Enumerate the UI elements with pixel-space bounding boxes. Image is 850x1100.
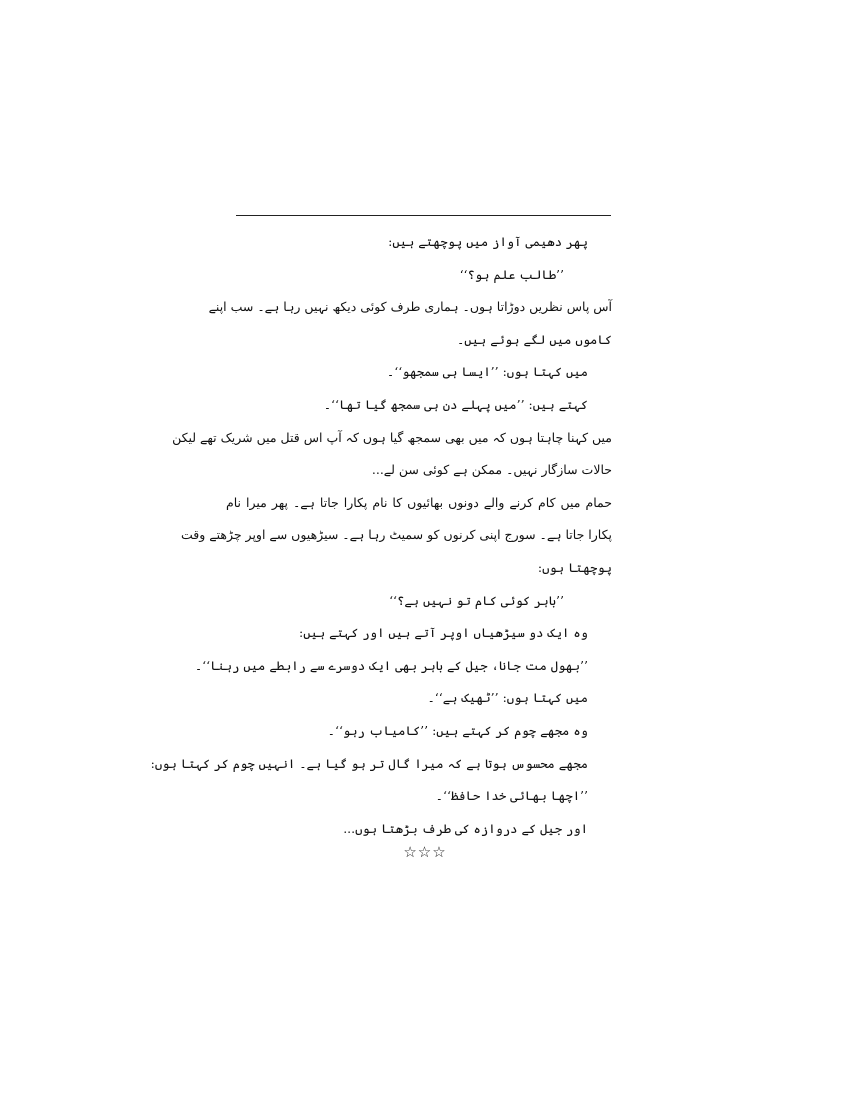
text-line-16: وہ مجھے چوم کر کہتے ہیں: ’’کامیاب رہو‘‘۔ bbox=[327, 722, 588, 738]
urdu-text-block bbox=[150, 226, 612, 845]
text-line-15: میں کہتا ہوں: ’’ٹھیک ہے‘‘۔ bbox=[427, 690, 588, 706]
text-line-2: ’’طالب علم ہو؟‘‘ bbox=[459, 266, 564, 282]
text-line-14: ’’بھول مت جانا، جیل کے باہر بھی ایک دوسرے سے رابطے میں رہنا‘‘۔ bbox=[194, 657, 588, 673]
text-line-1: پھر دھیمی آواز میں پوچھتے ہیں: bbox=[388, 234, 588, 249]
top-rule bbox=[236, 215, 611, 216]
text-line-4: کاموں میں لگے ہوئے ہیں۔ bbox=[456, 331, 612, 347]
text-line-10: پکارا جاتا ہے۔ سورج اپنی کرنوں کو سمیٹ رہا ہے۔ سیڑھیوں سے اوپر چڑھتے وقت bbox=[181, 527, 612, 543]
text-line-5: میں کہتا ہوں: ’’ایسا ہی سمجھو‘‘۔ bbox=[386, 364, 588, 380]
text-line-18: ’’اچھا بھائی خدا حافظ‘‘۔ bbox=[435, 788, 588, 804]
text-line-12: ’’باہر کوئی کام تو نہیں ہے؟‘‘ bbox=[389, 592, 564, 608]
text-line-6: کہتے ہیں: ’’میں پہلے دن ہی سمجھ گیا تھا‘‘۔ bbox=[323, 396, 588, 412]
text-line-9: حمام میں کام کرنے والے دونوں بھائیوں کا نام پکارا جاتا ہے۔ پھر میرا نام bbox=[226, 494, 612, 510]
text-line-8: حالات سازگار نہیں۔ ممکن ہے کوئی سن لے... bbox=[371, 462, 612, 478]
text-line-7: میں کہنا چاہتا ہوں کہ میں بھی سمجھ گیا ہوں کہ آپ اس قتل میں شریک تھے لیکن bbox=[172, 429, 612, 445]
text-line-19: اور جیل کے دروازہ کی طرف بڑھتا ہوں... bbox=[343, 820, 588, 836]
text-line-11: پوچھتا ہوں: bbox=[537, 559, 612, 575]
text-line-3: آس پاس نظریں دوڑاتا ہوں۔ ہماری طرف کوئی دیکھ نہیں رہا ہے۔ سب اپنے bbox=[208, 299, 612, 315]
section-end-stars: ☆☆☆ bbox=[403, 843, 447, 861]
text-line-17: مجھے محسوس ہوتا ہے کہ میرا گال تر ہو گیا ہے۔ انہیں چوم کر کہتا ہوں: bbox=[150, 755, 588, 771]
text-line-13: وہ ایک دو سیڑھیاں اوپر آتے ہیں اور کہتے ہیں: bbox=[299, 625, 588, 641]
